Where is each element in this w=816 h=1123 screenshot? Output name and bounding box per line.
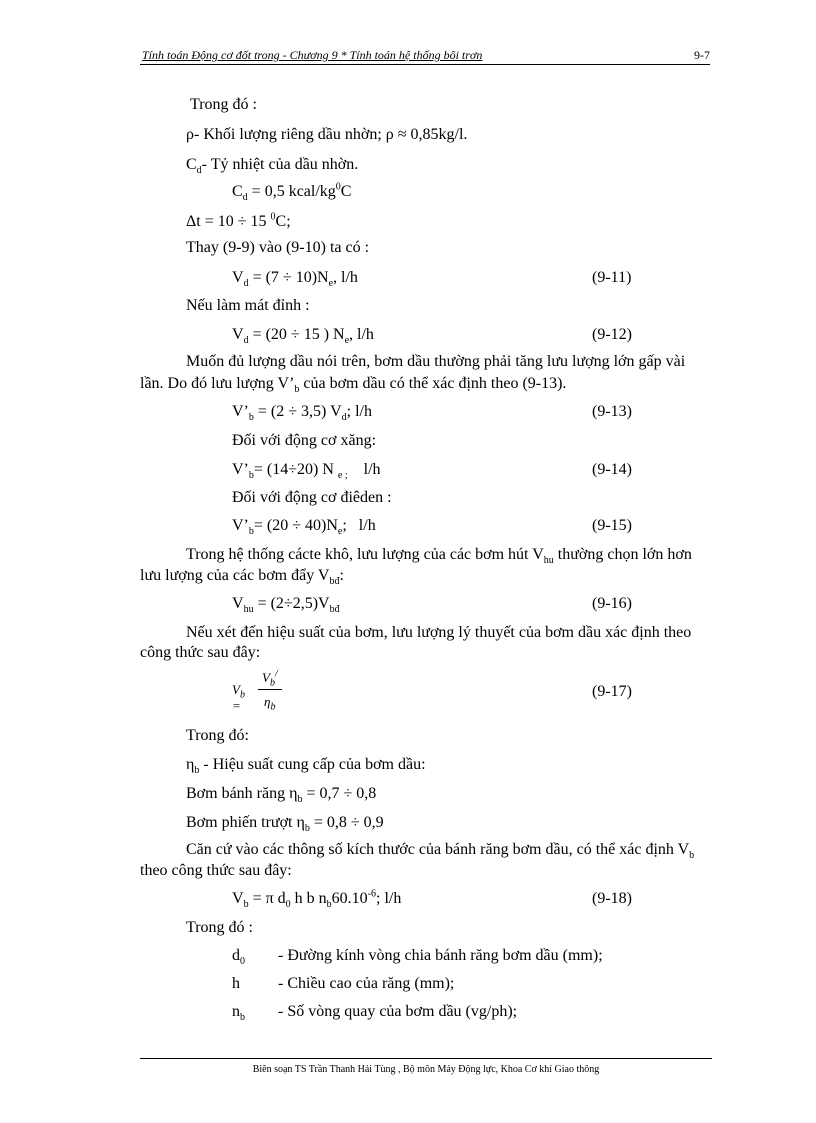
fraction-denominator: $\eta_b$ bbox=[264, 694, 276, 713]
text-line: Δt = 10 ÷ 15 $^0$C; bbox=[186, 211, 291, 230]
equation-9-18: $V_b = \pi$ $d_0$ h b $n_b60.10^{-6}$; l/h bbox=[232, 888, 402, 911]
equation-9-11: $V_d = (7 \div 10)N_e$, l/h bbox=[232, 269, 358, 290]
text-line: Trong đó: bbox=[186, 727, 249, 744]
text-line: công thức sau đây: bbox=[140, 644, 261, 661]
fraction-bar bbox=[258, 689, 282, 690]
equation-9-13: $V’_b = (2 \div 3,5)$ $V_d$; l/h bbox=[232, 403, 372, 424]
text-line: theo công thức sau đây: bbox=[140, 862, 292, 879]
text-line: Trong đó : bbox=[190, 96, 257, 113]
page-number: 9-7 bbox=[694, 48, 710, 62]
text-line: Trong đó : bbox=[186, 919, 253, 936]
definition-text: - Chiều cao của răng (mm); bbox=[278, 975, 455, 992]
text-line: Trong hệ thống cácte khô, lưu lượng của các bơm hút $V_{hu}$ thường chọn lớn hơn bbox=[186, 546, 692, 567]
equation-number: (9-18) bbox=[592, 890, 632, 907]
equation-number: (9-11) bbox=[592, 269, 632, 286]
equation-9-12: $V_d = (20 \div 15$ ) $N_e$, l/h bbox=[232, 326, 374, 347]
text-line: Nếu làm mát đỉnh : bbox=[186, 297, 310, 314]
fraction-lhs: $V_b$ = bbox=[232, 682, 245, 713]
header-title: Tính toán Động cơ đốt trong - Chương 9 * Tính toán hệ thống bôi trơn bbox=[142, 48, 483, 62]
definition-symbol: $n_b$ bbox=[232, 1003, 245, 1024]
text-line: lưu lượng của các bơm đẩy $V_{bđ}$: bbox=[140, 567, 344, 588]
text-line: $C_d-$ Tỷ nhiệt của dầu nhờn. bbox=[186, 156, 359, 177]
text-line: Bơm phiến trượt $\eta_b = 0,8 \div 0,9$ bbox=[186, 814, 384, 835]
equation-9-16: $V_{hu} = (2\div 2,5)V_{bđ}$ bbox=[232, 595, 340, 616]
text-line: $\eta_b$ - Hiệu suất cung cấp của bơm dầu: bbox=[186, 756, 426, 777]
text-line: Muốn đủ lượng dầu nói trên, bơm dầu thường phải tăng lưu lượng lớn gấp vài bbox=[186, 353, 686, 370]
text-line: Căn cứ vào các thông số kích thước của bánh răng bơm dầu, có thể xác định $V_b$ bbox=[186, 841, 695, 862]
text-line: Nếu xét đến hiệu suất của bơm, lưu lượng lý thuyết của bơm dầu xác định theo bbox=[186, 624, 692, 641]
text-line: lần. Do đó lưu lượng $V’_b$ của bơm dầu có thể xác định theo (9-13). bbox=[140, 375, 567, 396]
text-line: ρ- Khối lượng riêng dầu nhờn; ρ ≈ 0,85kg/l. bbox=[186, 126, 468, 143]
page-header bbox=[140, 48, 710, 65]
definition-symbol: h bbox=[232, 975, 240, 992]
equation-9-15: $V’_b= (20 \div 40)N_e$; l/h bbox=[232, 517, 376, 538]
definition-text: - Số vòng quay của bơm dầu (vg/ph); bbox=[278, 1003, 518, 1020]
equation-number: (9-16) bbox=[592, 595, 632, 612]
equation-number: (9-13) bbox=[592, 403, 632, 420]
text-line: $C_d = 0,5$ kcal/$kg^0C$ bbox=[232, 181, 352, 204]
text-line: Thay (9-9) vào (9-10) ta có : bbox=[186, 239, 370, 256]
fraction-numerator: $V_b^/$ bbox=[262, 668, 278, 689]
equation-number: (9-15) bbox=[592, 517, 632, 534]
equation-number: (9-14) bbox=[592, 461, 632, 478]
definition-text: - Đường kính vòng chia bánh răng bơm dầu (mm); bbox=[278, 947, 603, 964]
text-line: Đối với động cơ điêden : bbox=[232, 489, 392, 506]
equation-number: (9-12) bbox=[592, 326, 632, 343]
equation-number: (9-17) bbox=[592, 683, 632, 700]
equation-9-14: $V’_b= (14\div 20)$ N $_{e ;}$ l/h bbox=[232, 461, 381, 482]
text-line: Đối với động cơ xăng: bbox=[232, 432, 377, 449]
text-line: Bơm bánh răng $\eta_b = 0,7 \div 0,8$ bbox=[186, 785, 377, 806]
page-footer: Biên soạn TS Trần Thanh Hải Tùng , Bộ môn Máy Động lực, Khoa Cơ khí Giao thông bbox=[140, 1058, 712, 1075]
definition-symbol: $d_0$ bbox=[232, 947, 245, 968]
